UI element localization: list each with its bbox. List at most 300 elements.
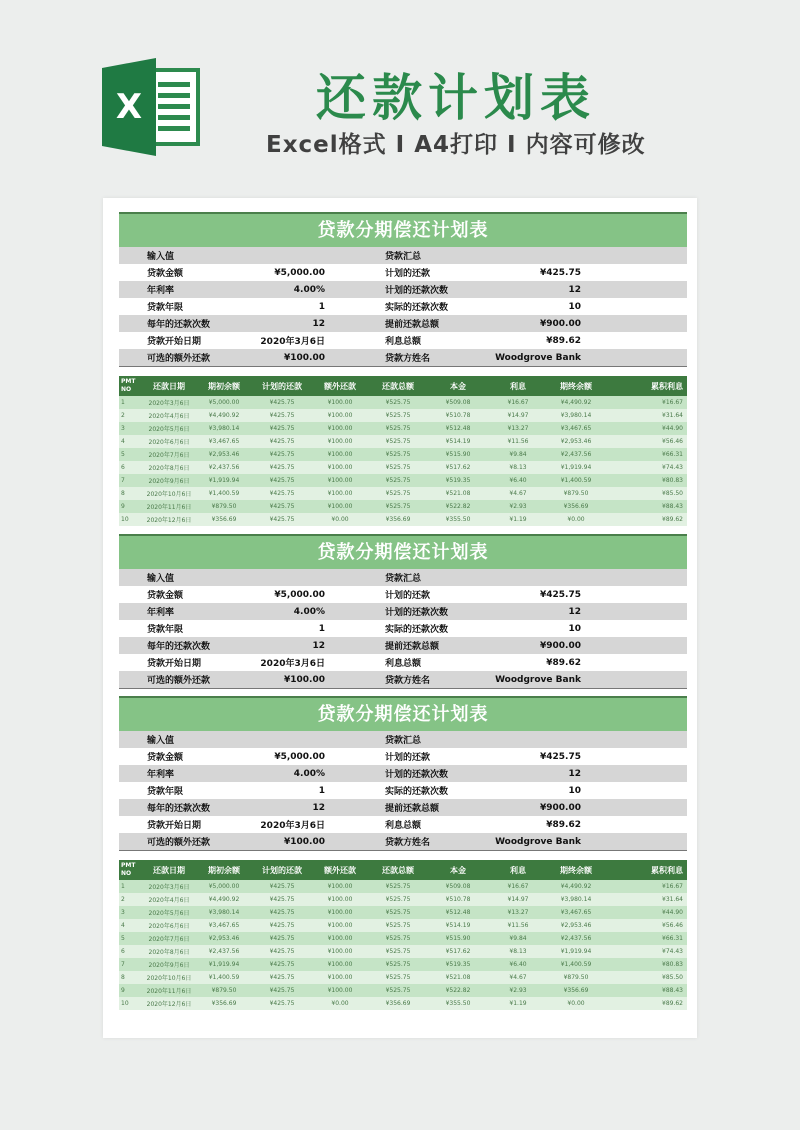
table-cell: ¥74.43 xyxy=(662,464,683,471)
table-cell: ¥11.56 xyxy=(507,438,529,445)
table-cell: 2020年9月6日 xyxy=(148,962,190,969)
table-cell: ¥425.75 xyxy=(269,399,295,406)
table-cell: ¥1,919.94 xyxy=(208,477,240,484)
table-cell: ¥425.75 xyxy=(269,948,295,955)
input-label: 可选的额外还款 xyxy=(147,676,211,686)
summary-row xyxy=(119,748,687,765)
table-cell: 5 xyxy=(121,451,125,458)
table-cell: 2020年8月6日 xyxy=(148,949,190,956)
column-header: 额外还款 xyxy=(324,381,356,391)
table-cell: ¥879.50 xyxy=(563,974,589,981)
table-header-row xyxy=(119,860,687,880)
summary-label: 计划的还款 xyxy=(385,591,431,601)
table-cell: ¥8.13 xyxy=(509,948,527,955)
table-cell: 2 xyxy=(121,412,125,419)
table-cell: ¥425.75 xyxy=(269,477,295,484)
summary-row xyxy=(119,782,687,799)
table-row xyxy=(119,500,687,513)
table-cell: ¥85.50 xyxy=(662,490,683,497)
table-cell: ¥6.40 xyxy=(509,477,527,484)
table-cell: ¥425.75 xyxy=(269,922,295,929)
table-cell: 2020年3月6日 xyxy=(148,884,190,891)
table-cell: ¥514.19 xyxy=(445,922,471,929)
table-cell: ¥31.64 xyxy=(662,896,683,903)
table-cell: ¥8.13 xyxy=(509,464,527,471)
table-cell: ¥2,437.56 xyxy=(560,935,592,942)
table-cell: ¥425.75 xyxy=(269,909,295,916)
table-header-row xyxy=(119,376,687,396)
summary-row xyxy=(119,332,687,349)
table-cell: ¥512.48 xyxy=(445,425,471,432)
summary-label: 利息总额 xyxy=(385,337,422,347)
table-cell: ¥6.40 xyxy=(509,961,527,968)
table-cell: ¥3,467.65 xyxy=(208,438,240,445)
table-cell: ¥3,980.14 xyxy=(560,896,592,903)
summary-row xyxy=(119,799,687,816)
table-cell: ¥100.00 xyxy=(327,425,353,432)
column-header: 期初余额 xyxy=(208,381,240,391)
table-cell: ¥517.62 xyxy=(445,464,471,471)
table-cell: ¥1,400.59 xyxy=(208,974,240,981)
table-cell: ¥525.75 xyxy=(385,961,411,968)
table-cell: ¥1,919.94 xyxy=(560,948,592,955)
table-cell: ¥1,400.59 xyxy=(208,490,240,497)
input-label: 贷款开始日期 xyxy=(147,337,202,347)
page-subtitle: Excel格式 I A4打印 I 内容可修改 xyxy=(266,132,646,158)
table-cell: 2020年7月6日 xyxy=(148,936,190,943)
table-cell: ¥2,953.46 xyxy=(208,451,240,458)
table-cell: ¥425.75 xyxy=(269,503,295,510)
table-cell: ¥522.82 xyxy=(445,503,471,510)
table-cell: 2020年6月6日 xyxy=(148,923,190,930)
table-cell: ¥3,467.65 xyxy=(208,922,240,929)
document-sheet xyxy=(103,198,697,1038)
table-cell: ¥14.97 xyxy=(507,412,529,419)
summary-row xyxy=(119,637,687,654)
table-cell: ¥1,919.94 xyxy=(208,961,240,968)
table-cell: ¥16.67 xyxy=(662,399,683,406)
table-cell: 1 xyxy=(121,883,125,890)
input-value: 1 xyxy=(318,301,325,312)
input-label: 贷款年限 xyxy=(147,303,184,313)
column-header: PMT NO xyxy=(121,378,136,393)
input-value: 2020年3月6日 xyxy=(260,821,325,831)
table-cell: ¥16.67 xyxy=(662,883,683,890)
table-cell: ¥525.75 xyxy=(385,935,411,942)
table-cell: ¥13.27 xyxy=(507,425,529,432)
table-cell: 3 xyxy=(121,425,125,432)
table-row xyxy=(119,984,687,997)
table-row xyxy=(119,448,687,461)
table-row xyxy=(119,958,687,971)
input-label: 输入值 xyxy=(147,574,175,584)
input-label: 每年的还款次数 xyxy=(147,320,211,330)
table-cell: ¥509.08 xyxy=(445,883,471,890)
summary-label: 计划的还款次数 xyxy=(385,286,449,296)
summary-label: 计划的还款次数 xyxy=(385,608,449,618)
table-cell: ¥4.67 xyxy=(509,490,527,497)
summary-row xyxy=(119,654,687,671)
input-label: 年利率 xyxy=(147,770,175,780)
table-cell: ¥522.82 xyxy=(445,987,471,994)
table-cell: ¥100.00 xyxy=(327,451,353,458)
summary-row xyxy=(119,264,687,281)
table-cell: ¥519.35 xyxy=(445,477,471,484)
table-cell: 2020年11月6日 xyxy=(146,504,192,511)
table-cell: ¥16.67 xyxy=(507,399,529,406)
input-value: 2020年3月6日 xyxy=(260,659,325,669)
table-cell: ¥2,953.46 xyxy=(560,922,592,929)
input-label: 贷款金额 xyxy=(147,269,184,279)
table-cell: ¥56.46 xyxy=(662,438,683,445)
table-cell: ¥31.64 xyxy=(662,412,683,419)
table-cell: 3 xyxy=(121,909,125,916)
table-row xyxy=(119,435,687,448)
table-cell: ¥879.50 xyxy=(211,503,237,510)
table-cell: ¥100.00 xyxy=(327,477,353,484)
input-label: 输入值 xyxy=(147,736,175,746)
table-cell: ¥1.19 xyxy=(509,516,527,523)
table-cell: ¥4.67 xyxy=(509,974,527,981)
table-row xyxy=(119,409,687,422)
input-value: 4.00% xyxy=(293,768,325,779)
table-cell: ¥425.75 xyxy=(269,490,295,497)
input-label: 贷款金额 xyxy=(147,753,184,763)
column-header: 还款日期 xyxy=(153,865,185,875)
table-cell: ¥80.83 xyxy=(662,477,683,484)
summary-row xyxy=(119,247,687,264)
column-header: PMT NO xyxy=(121,862,136,877)
table-cell: ¥4,490.92 xyxy=(560,883,592,890)
table-cell: ¥425.75 xyxy=(269,883,295,890)
table-cell: ¥515.90 xyxy=(445,935,471,942)
table-row xyxy=(119,474,687,487)
table-cell: ¥4,490.92 xyxy=(208,412,240,419)
table-cell: ¥3,980.14 xyxy=(208,425,240,432)
table-cell: ¥521.08 xyxy=(445,490,471,497)
summary-row xyxy=(119,315,687,332)
summary-label: 贷款方姓名 xyxy=(385,354,431,364)
input-value: ¥5,000.00 xyxy=(274,751,325,762)
input-value: 1 xyxy=(318,623,325,634)
table-cell: 2020年7月6日 xyxy=(148,452,190,459)
table-cell: ¥80.83 xyxy=(662,961,683,968)
summary-value: ¥425.75 xyxy=(540,751,581,762)
table-cell: 6 xyxy=(121,948,125,955)
table-cell: ¥525.75 xyxy=(385,464,411,471)
column-header: 期终余额 xyxy=(560,865,592,875)
summary-value: Woodgrove Bank xyxy=(495,674,581,685)
table-cell: 9 xyxy=(121,987,125,994)
table-cell: ¥100.00 xyxy=(327,909,353,916)
table-cell: ¥88.43 xyxy=(662,987,683,994)
table-cell: 2020年10月6日 xyxy=(146,975,192,982)
table-cell: 4 xyxy=(121,922,125,929)
table-cell: ¥2,437.56 xyxy=(208,464,240,471)
table-cell: ¥525.75 xyxy=(385,477,411,484)
input-label: 年利率 xyxy=(147,608,175,618)
table-cell: ¥4,490.92 xyxy=(208,896,240,903)
table-cell: ¥515.90 xyxy=(445,451,471,458)
table-cell: ¥521.08 xyxy=(445,974,471,981)
input-value: 1 xyxy=(318,785,325,796)
table-cell: ¥425.75 xyxy=(269,896,295,903)
table-cell: ¥356.69 xyxy=(563,503,589,510)
table-cell: ¥1,400.59 xyxy=(560,961,592,968)
table-cell: ¥425.75 xyxy=(269,516,295,523)
summary-label: 提前还款总额 xyxy=(385,320,440,330)
summary-label: 贷款方姓名 xyxy=(385,838,431,848)
table-cell: ¥100.00 xyxy=(327,503,353,510)
table-row xyxy=(119,932,687,945)
column-header: 还款总额 xyxy=(382,865,414,875)
table-cell: ¥5,000.00 xyxy=(208,883,240,890)
summary-value: 12 xyxy=(568,768,581,779)
table-cell: ¥425.75 xyxy=(269,451,295,458)
table-cell: ¥356.69 xyxy=(211,1000,237,1007)
logo-letter: X xyxy=(115,87,143,127)
table-cell: ¥89.62 xyxy=(662,516,683,523)
table-cell: ¥356.69 xyxy=(385,1000,411,1007)
table-cell: 7 xyxy=(121,477,125,484)
column-header: 还款日期 xyxy=(153,381,185,391)
summary-value: 12 xyxy=(568,606,581,617)
table-cell: ¥89.62 xyxy=(662,1000,683,1007)
table-cell: ¥16.67 xyxy=(507,883,529,890)
table-cell: ¥3,467.65 xyxy=(560,425,592,432)
table-cell: ¥100.00 xyxy=(327,412,353,419)
summary-value: ¥89.62 xyxy=(546,819,581,830)
column-header: 期初余额 xyxy=(208,865,240,875)
table-cell: ¥2,437.56 xyxy=(208,948,240,955)
summary-row xyxy=(119,298,687,315)
summary-row xyxy=(119,833,687,851)
input-value: ¥5,000.00 xyxy=(274,267,325,278)
summary-row xyxy=(119,349,687,367)
summary-value: 10 xyxy=(568,623,581,634)
column-header: 本金 xyxy=(450,381,466,391)
table-cell: ¥425.75 xyxy=(269,961,295,968)
table-cell: ¥525.75 xyxy=(385,883,411,890)
table-cell: ¥5,000.00 xyxy=(208,399,240,406)
table-cell: ¥100.00 xyxy=(327,399,353,406)
table-row xyxy=(119,422,687,435)
input-value: 12 xyxy=(312,640,325,651)
table-row xyxy=(119,461,687,474)
table-row xyxy=(119,513,687,526)
summary-label: 提前还款总额 xyxy=(385,804,440,814)
table-cell: 8 xyxy=(121,490,125,497)
summary-value: ¥425.75 xyxy=(540,589,581,600)
schedule-table-1 xyxy=(119,376,687,526)
table-cell: ¥0.00 xyxy=(331,516,349,523)
table-cell: ¥66.31 xyxy=(662,451,683,458)
summary-label: 计划的还款次数 xyxy=(385,770,449,780)
table-cell: ¥100.00 xyxy=(327,922,353,929)
summary-label: 提前还款总额 xyxy=(385,642,440,652)
table-cell: ¥525.75 xyxy=(385,399,411,406)
column-header: 计划的还款 xyxy=(262,865,302,875)
page-header xyxy=(0,0,800,195)
table-cell: ¥519.35 xyxy=(445,961,471,968)
input-value: 4.00% xyxy=(293,284,325,295)
table-cell: 2020年4月6日 xyxy=(148,413,190,420)
table-cell: 8 xyxy=(121,974,125,981)
table-cell: ¥425.75 xyxy=(269,1000,295,1007)
summary-block-1 xyxy=(119,212,687,367)
summary-row xyxy=(119,569,687,586)
table-cell: 10 xyxy=(121,516,129,523)
table-cell: 2020年12月6日 xyxy=(146,1001,192,1008)
table-cell: ¥3,467.65 xyxy=(560,909,592,916)
table-cell: ¥525.75 xyxy=(385,451,411,458)
table-cell: ¥9.84 xyxy=(509,451,527,458)
schedule-table-2 xyxy=(119,860,687,1010)
input-label: 每年的还款次数 xyxy=(147,642,211,652)
table-cell: ¥2,437.56 xyxy=(560,451,592,458)
summary-label: 利息总额 xyxy=(385,659,422,669)
table-cell: 2020年11月6日 xyxy=(146,988,192,995)
input-value: ¥100.00 xyxy=(284,836,325,847)
table-cell: 5 xyxy=(121,935,125,942)
summary-label: 贷款汇总 xyxy=(385,574,422,584)
table-cell: 2020年6月6日 xyxy=(148,439,190,446)
table-cell: ¥11.56 xyxy=(507,922,529,929)
table-cell: ¥525.75 xyxy=(385,909,411,916)
input-value: 4.00% xyxy=(293,606,325,617)
table-cell: ¥355.50 xyxy=(445,516,471,523)
table-cell: ¥9.84 xyxy=(509,935,527,942)
table-cell: ¥509.08 xyxy=(445,399,471,406)
table-row xyxy=(119,487,687,500)
summary-value: ¥89.62 xyxy=(546,657,581,668)
summary-row xyxy=(119,603,687,620)
table-cell: ¥510.78 xyxy=(445,896,471,903)
column-header: 期终余额 xyxy=(560,381,592,391)
input-label: 年利率 xyxy=(147,286,175,296)
table-cell: ¥2.93 xyxy=(509,503,527,510)
column-header: 累积利息 xyxy=(651,381,683,391)
table-cell: 10 xyxy=(121,1000,129,1007)
summary-row xyxy=(119,816,687,833)
table-cell: ¥0.00 xyxy=(567,1000,585,1007)
table-cell: ¥100.00 xyxy=(327,438,353,445)
summary-label: 计划的还款 xyxy=(385,269,431,279)
summary-value: ¥89.62 xyxy=(546,335,581,346)
table-cell: ¥66.31 xyxy=(662,935,683,942)
table-cell: 2020年3月6日 xyxy=(148,400,190,407)
table-cell: ¥100.00 xyxy=(327,974,353,981)
column-header: 额外还款 xyxy=(324,865,356,875)
table-cell: ¥1,400.59 xyxy=(560,477,592,484)
summary-block-2 xyxy=(119,534,687,689)
column-header: 还款总额 xyxy=(382,381,414,391)
table-cell: 2020年5月6日 xyxy=(148,910,190,917)
table-cell: ¥525.75 xyxy=(385,974,411,981)
summary-label: 实际的还款次数 xyxy=(385,625,449,635)
summary-label: 计划的还款 xyxy=(385,753,431,763)
table-row xyxy=(119,880,687,893)
input-label: 可选的额外还款 xyxy=(147,354,211,364)
table-cell: ¥525.75 xyxy=(385,503,411,510)
table-cell: ¥85.50 xyxy=(662,974,683,981)
table-cell: ¥425.75 xyxy=(269,987,295,994)
table-cell: ¥44.90 xyxy=(662,425,683,432)
table-cell: ¥1.19 xyxy=(509,1000,527,1007)
table-cell: ¥1,919.94 xyxy=(560,464,592,471)
input-label: 可选的额外还款 xyxy=(147,838,211,848)
summary-value: ¥900.00 xyxy=(540,640,581,651)
table-cell: ¥425.75 xyxy=(269,935,295,942)
table-cell: ¥2,953.46 xyxy=(560,438,592,445)
input-label: 每年的还款次数 xyxy=(147,804,211,814)
table-cell: 2 xyxy=(121,896,125,903)
table-cell: ¥3,980.14 xyxy=(208,909,240,916)
summary-label: 贷款汇总 xyxy=(385,736,422,746)
summary-row xyxy=(119,586,687,603)
table-cell: ¥525.75 xyxy=(385,490,411,497)
table-cell: ¥4,490.92 xyxy=(560,399,592,406)
table-cell: 2020年9月6日 xyxy=(148,478,190,485)
column-header: 计划的还款 xyxy=(262,381,302,391)
summary-title: 贷款分期偿还计划表 xyxy=(119,696,687,731)
summary-label: 贷款方姓名 xyxy=(385,676,431,686)
column-header: 利息 xyxy=(510,865,526,875)
table-cell: ¥879.50 xyxy=(563,490,589,497)
table-cell: ¥44.90 xyxy=(662,909,683,916)
table-cell: ¥100.00 xyxy=(327,464,353,471)
table-cell: 4 xyxy=(121,438,125,445)
input-value: 2020年3月6日 xyxy=(260,337,325,347)
table-cell: ¥14.97 xyxy=(507,896,529,903)
excel-logo-icon xyxy=(100,58,202,156)
table-cell: ¥74.43 xyxy=(662,948,683,955)
input-label: 贷款金额 xyxy=(147,591,184,601)
table-cell: ¥100.00 xyxy=(327,490,353,497)
summary-row xyxy=(119,620,687,637)
table-cell: ¥100.00 xyxy=(327,987,353,994)
input-label: 贷款年限 xyxy=(147,787,184,797)
summary-value: 10 xyxy=(568,301,581,312)
table-row xyxy=(119,971,687,984)
table-cell: ¥525.75 xyxy=(385,412,411,419)
table-cell: ¥100.00 xyxy=(327,883,353,890)
table-cell: 7 xyxy=(121,961,125,968)
input-label: 贷款年限 xyxy=(147,625,184,635)
summary-label: 实际的还款次数 xyxy=(385,787,449,797)
column-header: 利息 xyxy=(510,381,526,391)
summary-row xyxy=(119,281,687,298)
table-cell: ¥512.48 xyxy=(445,909,471,916)
summary-row xyxy=(119,731,687,748)
table-cell: ¥3,980.14 xyxy=(560,412,592,419)
summary-value: 10 xyxy=(568,785,581,796)
summary-value: Woodgrove Bank xyxy=(495,836,581,847)
table-cell: 9 xyxy=(121,503,125,510)
table-cell: 1 xyxy=(121,399,125,406)
table-cell: ¥100.00 xyxy=(327,896,353,903)
table-cell: ¥525.75 xyxy=(385,438,411,445)
table-cell: ¥425.75 xyxy=(269,425,295,432)
table-cell: ¥517.62 xyxy=(445,948,471,955)
table-cell: ¥88.43 xyxy=(662,503,683,510)
table-cell: ¥100.00 xyxy=(327,935,353,942)
table-cell: ¥13.27 xyxy=(507,909,529,916)
table-cell: ¥879.50 xyxy=(211,987,237,994)
table-row xyxy=(119,945,687,958)
table-cell: ¥525.75 xyxy=(385,987,411,994)
table-cell: ¥100.00 xyxy=(327,961,353,968)
